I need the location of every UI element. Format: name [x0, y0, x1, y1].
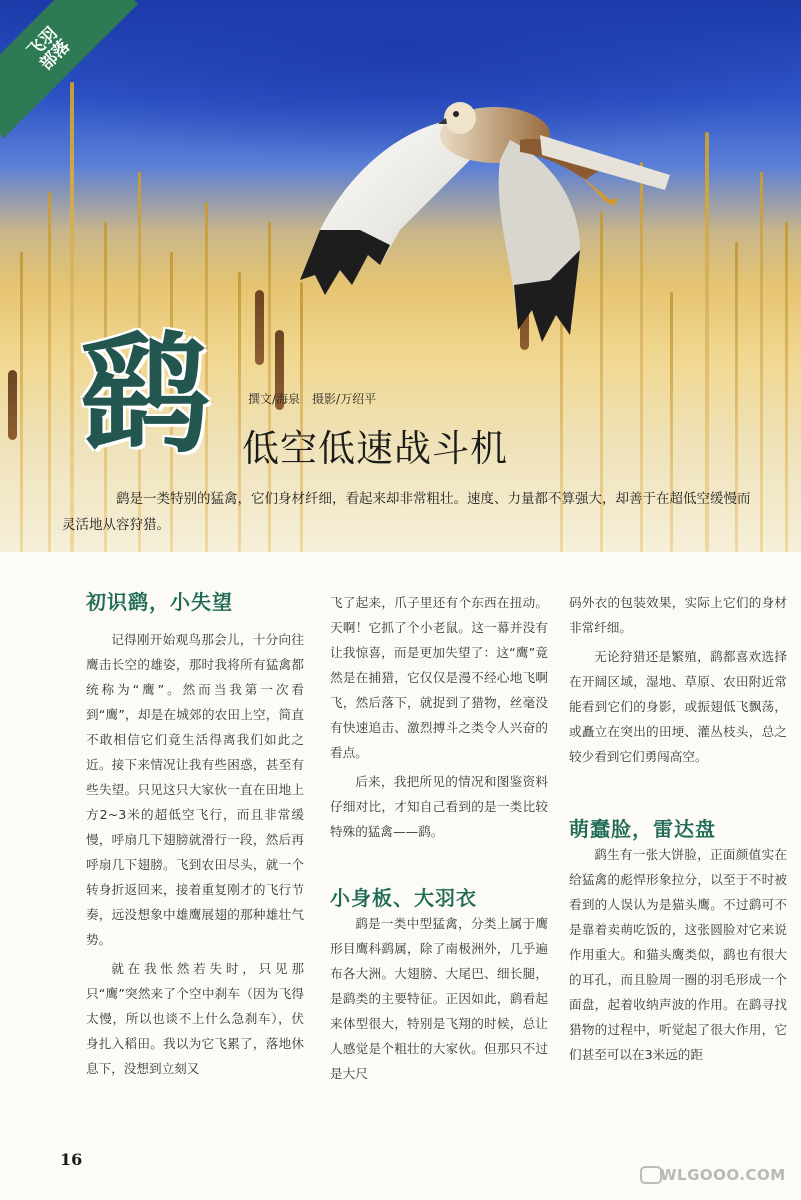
title-character: 鹞: [80, 318, 209, 471]
section-heading: 萌蠢脸，雷达盘: [569, 817, 716, 841]
paragraph: 记得刚开始观鸟那会儿，十分向往鹰击长空的雄姿，那时我将所有猛禽都统称为“鹰”。然而当我第一次看到“鹰”，却是在城郊的农田上空，简直不敢相信它们竟生活得离我们如此之近。接下来情况让我有些困惑，甚至有些失望。只见这只大家伙一直在田地上方2~3米的超低空飞行，而且非常缓慢，呼扇几下翅膀就滑行一段，然后再呼扇几下翅膀。飞到农田尽头，就一个转身折返回来，接着重复刚才的飞行节奏，远没想象中雄鹰展翅的那种雄壮气势。: [86, 632, 304, 947]
harrier-bird-illustration: [280, 80, 700, 370]
text-column-3: [569, 590, 787, 1071]
paragraph: 鹞生有一张大饼脸，正面颜值实在给猛禽的彪悍形象拉分，以至于不时被看到的人误认为是猫头鹰。不过鹞可不是靠着卖萌吃饭的，这张圆脸对它来说作用重大。和猫头鹰类似，鹞也有很大的耳孔，而且脸周一圈的羽毛形成一个面盘，起着收纳声波的作用。在鹞寻找猎物的过程中，听觉起了很大作用，它们甚至可以在3米远的距: [569, 847, 787, 1062]
section-tag-text: 飞羽 部落: [23, 23, 75, 75]
article-subtitle: 低空低速战斗机: [242, 427, 508, 470]
section-heading: 小身板、大羽衣: [330, 886, 477, 910]
hero-photo: [0, 0, 801, 552]
author-credits: 撰文/海泉 摄影/万绍平: [248, 392, 377, 406]
gamepad-icon: [640, 1166, 662, 1184]
intro-paragraph: 鹞是一类特别的猛禽，它们身材纤细，看起来却非常粗壮。速度、力量都不算强大，却善于在超低空缓慢而灵活地从容狩猎。: [62, 491, 751, 533]
watermark: WLGOOO.COM: [660, 1166, 786, 1184]
paragraph: 码外衣的包装效果，实际上它们的身材非常纤细。: [569, 595, 787, 635]
paragraph: 飞了起来，爪子里还有个东西在扭动。天啊！它抓了个小老鼠。这一幕并没有让我惊喜，而是更加失望了：这“鹰”竟然是在捕猎，它仅仅是漫不经心地飞啊飞，然后落下，就捉到了猎物，丝毫没有快速追击、激烈搏斗之类令人兴奋的看点。: [330, 595, 548, 760]
section-heading: 初识鹞，小失望: [86, 590, 233, 614]
paragraph: 无论狩猎还是繁殖，鹞都喜欢选择在开阔区域，湿地、草原、农田附近常能看到它们的身影，或振翅低飞飘荡，或矗立在突出的田埂、灌丛枝头，总之较少看到它们勇闯高空。: [569, 649, 787, 764]
paragraph: 后来，我把所见的情况和图鉴资料仔细对比，才知自己看到的是一类比较特殊的猛禽——鹞。: [330, 774, 548, 839]
paragraph: 鹞是一类中型猛禽，分类上属于鹰形目鹰科鹞属，除了南极洲外，几乎遍布各大洲。大翅膀、大尾巴、细长腿，是鹞类的主要特征。正因如此，鹞看起来体型很大，特别是飞翔的时候，总让人感觉是个粗壮的大家伙。但那只不过是大尺: [330, 916, 548, 1081]
text-column-2: [330, 590, 548, 1090]
page-number: 16: [60, 1150, 83, 1169]
paragraph: 就在我怅然若失时，只见那只“鹰”突然来了个空中刹车（因为飞得太慢，所以也谈不上什么急刹车），伏身扎入稻田。我以为它飞累了，落地休息下，没想到立刻又: [86, 961, 304, 1076]
text-column-1: [86, 590, 304, 1085]
